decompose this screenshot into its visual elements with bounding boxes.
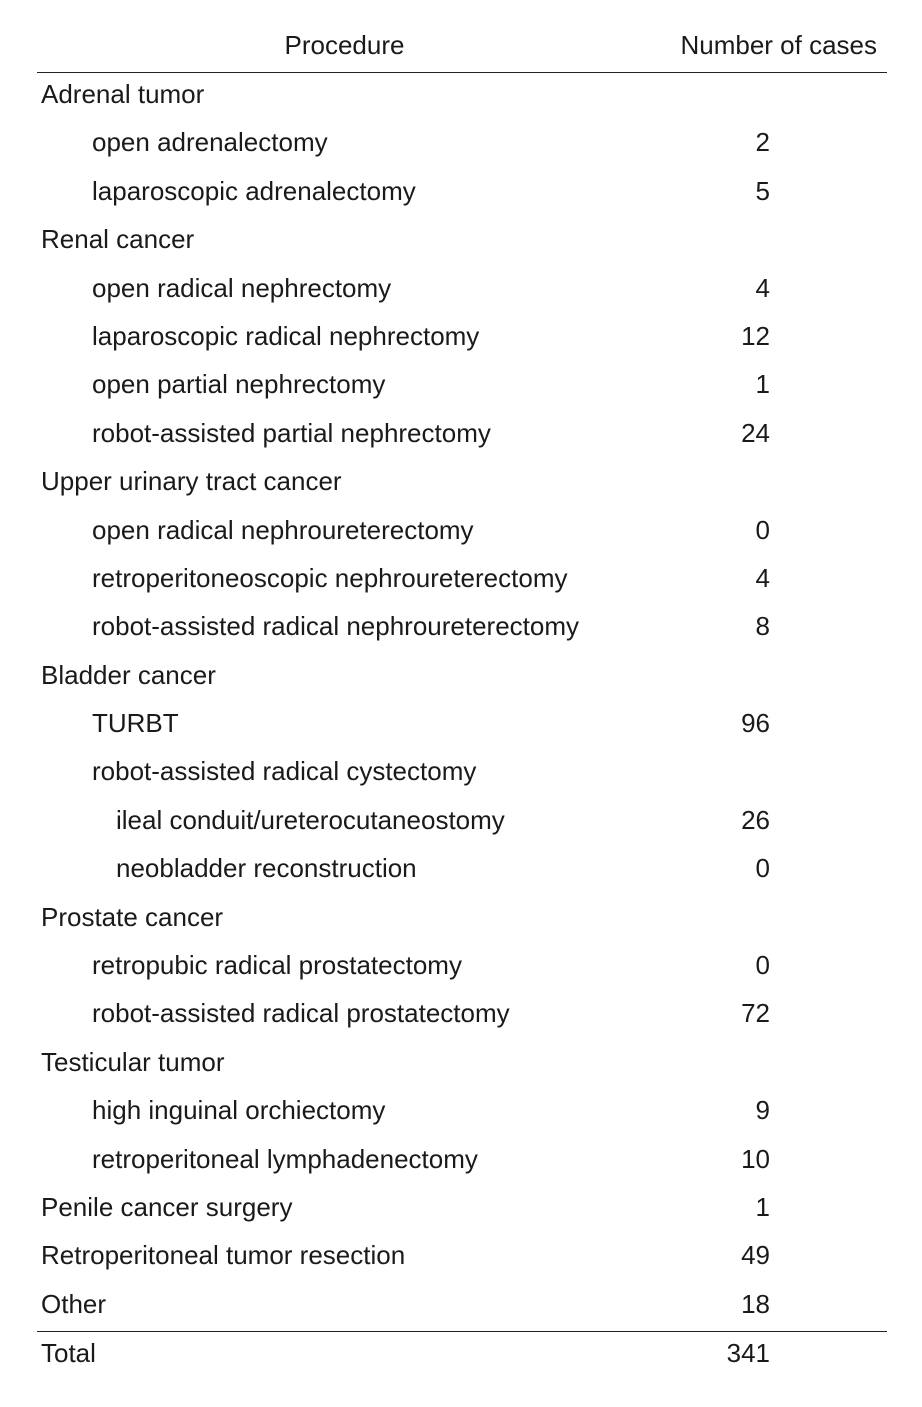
table-row xyxy=(37,992,887,1040)
procedure-label: Penile cancer surgery xyxy=(41,1191,293,1222)
case-count: 4 xyxy=(755,272,770,303)
table-row xyxy=(37,121,887,169)
procedure-label: retroperitoneoscopic nephroureterectomy xyxy=(92,562,568,593)
procedure-label: Renal cancer xyxy=(41,224,195,255)
table-header xyxy=(37,22,887,73)
table-row xyxy=(37,1041,887,1089)
case-count: 5 xyxy=(755,175,770,206)
table-row xyxy=(37,896,887,944)
procedure-label: open radical nephroureterectomy xyxy=(92,514,474,545)
case-count: 0 xyxy=(755,950,770,981)
case-count: 0 xyxy=(755,514,770,545)
case-count: 9 xyxy=(755,1095,770,1126)
table-row xyxy=(37,267,887,315)
procedures-table xyxy=(37,22,887,1381)
table-row xyxy=(37,847,887,895)
procedure-label: Prostate cancer xyxy=(41,901,224,932)
procedure-label: retropubic radical prostatectomy xyxy=(92,950,462,981)
case-count: 49 xyxy=(741,1240,770,1271)
procedure-label: robot-assisted radical cystectomy xyxy=(92,756,477,787)
procedure-label: Bladder cancer xyxy=(41,659,216,690)
total-label: Total xyxy=(41,1338,96,1369)
total-value: 341 xyxy=(726,1338,770,1369)
procedure-label: ileal conduit/ureterocutaneostomy xyxy=(116,804,505,835)
case-count: 24 xyxy=(741,417,770,448)
header-procedure: Procedure xyxy=(284,30,405,60)
table-row xyxy=(37,412,887,460)
procedure-label: Testicular tumor xyxy=(41,1046,225,1077)
table-row xyxy=(37,1186,887,1234)
case-count: 12 xyxy=(741,320,770,351)
procedure-label: laparoscopic adrenalectomy xyxy=(92,175,416,206)
table-row xyxy=(37,363,887,411)
procedure-label: open adrenalectomy xyxy=(92,127,328,158)
table-row xyxy=(37,218,887,266)
case-count: 72 xyxy=(741,998,770,1029)
table-row xyxy=(37,1283,887,1331)
table-row xyxy=(37,315,887,363)
procedure-label: neobladder reconstruction xyxy=(116,853,417,884)
case-count: 4 xyxy=(755,562,770,593)
case-count: 2 xyxy=(755,127,770,158)
case-count: 10 xyxy=(741,1143,770,1174)
procedure-label: retroperitoneal lymphadenectomy xyxy=(92,1143,478,1174)
table-row xyxy=(37,1138,887,1186)
procedure-label: robot-assisted partial nephrectomy xyxy=(92,417,491,448)
case-count: 1 xyxy=(755,1191,770,1222)
procedure-label: high inguinal orchiectomy xyxy=(92,1095,386,1126)
table-row xyxy=(37,170,887,218)
procedure-label: Retroperitoneal tumor resection xyxy=(41,1240,406,1271)
case-count: 18 xyxy=(741,1288,770,1319)
procedure-label: robot-assisted radical prostatectomy xyxy=(92,998,510,1029)
procedure-label: open partial nephrectomy xyxy=(92,369,386,400)
procedure-label: open radical nephrectomy xyxy=(92,272,392,303)
table-row xyxy=(37,73,887,121)
table-row xyxy=(37,799,887,847)
table-row xyxy=(37,654,887,702)
procedure-label: Other xyxy=(41,1288,107,1319)
case-count: 1 xyxy=(755,369,770,400)
procedure-label: Adrenal tumor xyxy=(41,79,205,109)
header-number-of-cases: Number of cases xyxy=(680,30,877,60)
procedure-label: robot-assisted radical nephroureterectomy xyxy=(92,611,580,642)
table-row xyxy=(37,944,887,992)
case-count: 96 xyxy=(741,708,770,739)
table-row xyxy=(37,605,887,653)
table-row xyxy=(37,702,887,750)
table-row xyxy=(37,750,887,798)
case-count: 26 xyxy=(741,804,770,835)
table-row xyxy=(37,509,887,557)
table-row xyxy=(37,1089,887,1137)
case-count: 0 xyxy=(755,853,770,884)
table-row xyxy=(37,1234,887,1282)
procedure-label: TURBT xyxy=(92,708,179,739)
table-row xyxy=(37,460,887,508)
table-body xyxy=(37,73,887,1331)
total-row xyxy=(37,1331,887,1380)
table-row xyxy=(37,557,887,605)
procedure-label: laparoscopic radical nephrectomy xyxy=(92,320,480,351)
case-count: 8 xyxy=(755,611,770,642)
procedure-label: Upper urinary tract cancer xyxy=(41,466,342,497)
